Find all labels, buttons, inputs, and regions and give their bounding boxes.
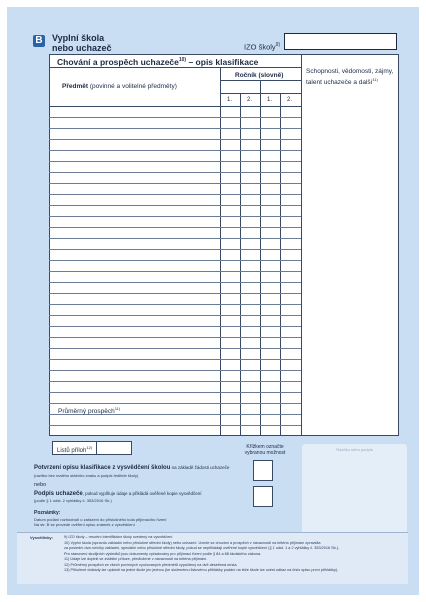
table-row[interactable] bbox=[49, 271, 301, 272]
grades-title-suffix: – opis klasifikace bbox=[186, 57, 259, 67]
rocnik-mid-divider bbox=[260, 80, 261, 436]
average-label-text: Průměrný prospěch bbox=[58, 408, 115, 416]
table-row[interactable] bbox=[49, 183, 301, 184]
attachments-sup: 12) bbox=[86, 445, 93, 450]
average-sup: 11) bbox=[114, 406, 121, 411]
izo-sup: 9) bbox=[275, 42, 281, 48]
table-row[interactable] bbox=[49, 392, 301, 393]
table-row[interactable] bbox=[49, 150, 301, 151]
footnote: Pro stanovení studijních výsledků jsou dokumenty vyžadovány pro přijímací řízení podle § 84 a 88 školského zákona. bbox=[64, 551, 262, 556]
table-row[interactable] bbox=[49, 172, 301, 173]
table-row[interactable] bbox=[49, 161, 301, 162]
footnote: za poslední dva ročníky základní, speciální nebo příslušné střední školy, pokud se nepřikládají ověřené kopie vysvědčení (§ 1 odst. 1 a 2 vyhlášky č. 353/2016 Sb.). bbox=[64, 546, 340, 550]
footnote: 12) Průměrný prospěch ze všech povinných vyučovaných předmětů vypočtený na dvě desetinná místa. bbox=[64, 562, 238, 567]
remarks-line: Na str. B se provede ověření opisu známek z vysvědčení bbox=[34, 522, 135, 527]
rocnik-label-divider bbox=[220, 80, 301, 81]
table-row[interactable] bbox=[49, 260, 301, 261]
table-row[interactable] bbox=[49, 348, 301, 349]
confirm-note: (razítko bez malého státního znaku a podpis ředitele školy) bbox=[34, 473, 139, 478]
table-row[interactable] bbox=[49, 139, 301, 140]
table-row[interactable] bbox=[49, 359, 301, 360]
table-row[interactable] bbox=[49, 304, 301, 305]
table-row[interactable] bbox=[49, 337, 301, 338]
rocnik-label: Ročník (slovně) bbox=[235, 72, 284, 79]
table-row[interactable] bbox=[49, 194, 301, 195]
izo-input[interactable] bbox=[284, 33, 397, 50]
table-row[interactable] bbox=[49, 326, 301, 327]
header-line-2: nebo uchazeč bbox=[52, 43, 112, 53]
or-label: nebo bbox=[34, 482, 47, 488]
title-divider bbox=[49, 67, 301, 68]
grades-title-text: Chování a prospěch uchazeče bbox=[57, 57, 179, 67]
izo-label bbox=[244, 42, 280, 52]
attachments-label bbox=[57, 445, 92, 454]
subject-label-text: Předmět bbox=[62, 83, 89, 90]
grades-title bbox=[57, 57, 258, 67]
table-row[interactable] bbox=[49, 238, 301, 239]
sign-note: (podle § 1 odst. 2 vyhlášky č. 353/2016 Sb.) bbox=[34, 498, 112, 503]
semester-divider-2 bbox=[280, 93, 281, 436]
footnote: 11) Údaje lze doplnit ve zvláštní příloze, předložené v návaznosti na kritéria přijímání. bbox=[64, 557, 208, 561]
footnotes-list bbox=[64, 535, 402, 574]
skills-label-text: Schopnosti, vědomosti, zájmy, talent uchazeče a další bbox=[306, 68, 394, 87]
confirm-suffix: na základě žádosti uchazeče bbox=[170, 465, 230, 470]
school-confirm-checkbox[interactable] bbox=[253, 460, 273, 481]
table-row[interactable] bbox=[49, 381, 301, 382]
grades-title-sup: 10) bbox=[178, 57, 187, 64]
page-badge: B bbox=[33, 35, 45, 47]
semester-label: 1. bbox=[227, 97, 233, 103]
grades-table bbox=[49, 54, 399, 436]
semester-label: 1. bbox=[267, 97, 273, 103]
table-row[interactable] bbox=[49, 216, 301, 217]
semester-label: 2. bbox=[247, 97, 253, 103]
table-row[interactable] bbox=[49, 403, 301, 404]
semester-divider-1 bbox=[240, 93, 241, 436]
izo-label-text: IZO školy bbox=[244, 42, 276, 52]
attachments-label-text: Listů příloh bbox=[57, 448, 87, 454]
section-header bbox=[52, 33, 112, 53]
footnote: 13) Přiložené doklady lze uplatnit na jedné škole jen jednou (ke složenému listovému přihlášky podání na téže škole lze uvést odkaz na číslo opisu první přihlášky). bbox=[64, 568, 339, 572]
table-row[interactable] bbox=[49, 128, 301, 129]
cross-note: Křížkem označte vybranou možnost bbox=[244, 444, 286, 456]
header-bottom-divider bbox=[49, 106, 301, 107]
table-row[interactable] bbox=[49, 425, 301, 426]
table-row[interactable] bbox=[49, 293, 301, 294]
header-line-1: Vyplní škola bbox=[52, 33, 105, 43]
footnotes-title: Vysvětlivky: bbox=[30, 535, 53, 540]
average-label bbox=[58, 406, 120, 415]
table-row[interactable] bbox=[49, 205, 301, 206]
table-row[interactable] bbox=[49, 227, 301, 228]
sign-suffix: , pokud vyplňuje údaje a přikládá ověřené kopie vysvědčení bbox=[82, 491, 202, 496]
remarks-line: Datum podání rozhodnutí o zařazení do příslušného kola přijímacího řízení bbox=[34, 517, 167, 522]
semester-label: 2. bbox=[287, 97, 293, 103]
skills-label bbox=[306, 68, 394, 87]
table-row[interactable] bbox=[49, 117, 301, 118]
confirm-block bbox=[34, 464, 244, 472]
skills-sup: 11) bbox=[372, 77, 378, 82]
stamp-label: Razítko nebo podpis bbox=[336, 447, 373, 452]
table-row[interactable] bbox=[49, 282, 301, 283]
footnote: 10) Vyplní škola (opravdu základní nebo příslušné střední školy) nebo uchazeč. Uvede se chování a prospěch v návaznosti na kritéria přijímání zpravidla bbox=[64, 540, 321, 545]
remarks-title: Poznámky: bbox=[34, 510, 61, 516]
applicant-sign-checkbox[interactable] bbox=[253, 486, 273, 507]
semester-top-divider bbox=[220, 93, 301, 94]
table-row[interactable] bbox=[49, 315, 301, 316]
skills-column-divider bbox=[301, 54, 302, 436]
table-row[interactable] bbox=[49, 249, 301, 250]
subject-label bbox=[62, 83, 177, 90]
table-row[interactable] bbox=[49, 370, 301, 371]
sign-title: Podpis uchazeče bbox=[34, 491, 83, 497]
attachments-input[interactable] bbox=[96, 441, 132, 455]
confirm-title: Potvrzení opisu klasifikace z vysvědčení školou bbox=[34, 465, 171, 471]
sign-block bbox=[34, 490, 244, 498]
footnote: 9) IZO školy – resortní identifikátor školy uvedený na vysvědčení bbox=[64, 535, 173, 539]
subject-hint: (povinné a volitelné předměty) bbox=[88, 83, 177, 90]
